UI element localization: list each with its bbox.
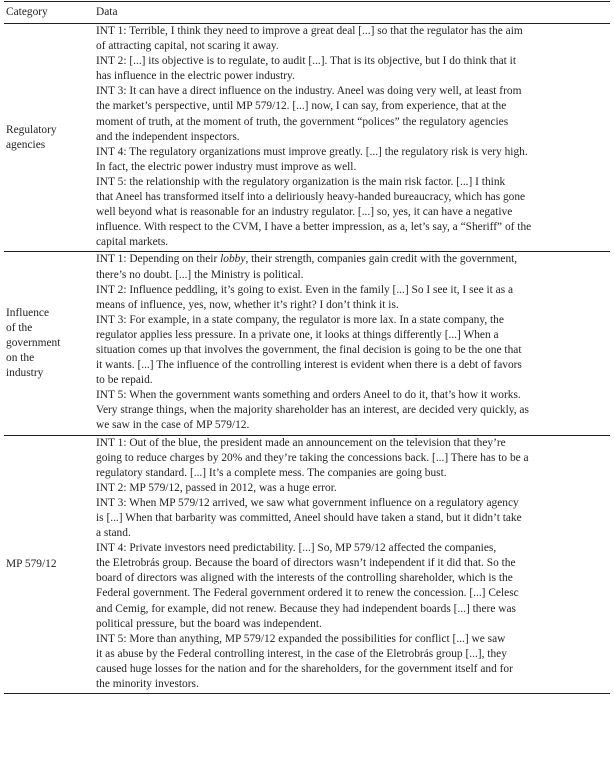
category-line: agencies bbox=[6, 138, 46, 151]
data-line: INT 4: Private investors need predictability. [...] So, MP 579/12 affected the companies, bbox=[96, 542, 497, 555]
data-line: we saw in the case of MP 579/12. bbox=[96, 419, 250, 432]
data-line: INT 5: When the government wants something and orders Aneel to do it, that’s how it works. bbox=[96, 389, 521, 402]
data-line: INT 3: When MP 579/12 arrived, we saw what government influence on a regulatory agency bbox=[96, 496, 519, 509]
data-line: and Cemig, for example, did not renew. Because they had independent boards [...] there was bbox=[96, 602, 516, 615]
table-header bbox=[4, 1, 610, 24]
table-row bbox=[4, 24, 610, 252]
data-line: there’s no doubt. [...] the Ministry is political. bbox=[96, 268, 304, 281]
data-line: INT 5: the relationship with the regulatory organization is the main risk factor. [...] I think bbox=[96, 175, 506, 188]
data-line: the Eletrobrás group. Because the board of directors wasn’t independent if it did that. So the bbox=[96, 557, 516, 570]
data-line: INT 3: For example, in a state company, the regulator is more lax. In a state company, the bbox=[96, 313, 504, 326]
data-line: political pressure, but the board was independent. bbox=[96, 617, 322, 630]
table-row bbox=[4, 252, 610, 435]
data-line: INT 2: MP 579/12, passed in 2012, was a huge error. bbox=[96, 481, 337, 494]
data-line: regulatory standard. [...] It’s a complete mess. The companies are going bust. bbox=[96, 466, 447, 479]
data-line: going to reduce charges by 20% and they’re taking the concessions back. [...] There has to be a bbox=[96, 451, 529, 464]
category-cell bbox=[4, 306, 94, 381]
data-line: to be repaid. bbox=[96, 374, 153, 387]
data-line: influence. With respect to the CVM, I have a better impression, as a, let’s say, a “Sheriff” of the bbox=[96, 221, 532, 234]
data-line: a stand. bbox=[96, 527, 131, 540]
data-line: situation comes up that involves the government, the final decision is going to be the one that bbox=[96, 343, 522, 356]
table-row bbox=[4, 436, 610, 695]
data-line: the minority investors. bbox=[96, 678, 199, 691]
data-line: INT 4: The regulatory organizations must improve greatly. [...] the regulatory risk is very high. bbox=[96, 145, 528, 158]
category-line: Regulatory bbox=[6, 123, 57, 136]
data-line: it wants. [...] The influence of the controlling interest is evident when there is a debt of favors bbox=[96, 359, 522, 372]
data-line: of attracting capital, not scaring it away. bbox=[96, 40, 279, 53]
data-line: INT 2: Influence peddling, it’s going to exist. Even in the family [...] So I see it, I see it as a bbox=[96, 283, 514, 296]
data-line: capital markets. bbox=[96, 236, 169, 249]
header-category: Category bbox=[6, 5, 48, 18]
data-line: is [...] When that barbarity was committed, Aneel should have taken a stand, but it didn’t take bbox=[96, 512, 522, 524]
data-line: means of influence, yes, now, whether it’s right? I don’t think it is. bbox=[96, 298, 399, 311]
data-cell bbox=[94, 252, 610, 434]
category-cell bbox=[4, 557, 94, 572]
data-line bbox=[96, 252, 610, 267]
data-line: that Aneel has transformed itself into a deliriously heavy-handed bureaucracy, which has gone bbox=[96, 191, 526, 204]
data-line: the market’s perspective, until MP 579/12. [...] now, I can say, from experience, that at the bbox=[96, 100, 507, 113]
category-line: industry bbox=[6, 367, 44, 380]
data-cell bbox=[94, 436, 610, 694]
data-line: and the independent inspectors. bbox=[96, 130, 240, 143]
category-cell bbox=[4, 123, 94, 153]
category-line: MP 579/12 bbox=[6, 557, 57, 570]
data-line: well beyond what is reasonable for an industry regulator. [...] so, yes, it can have a negative bbox=[96, 206, 513, 219]
data-line: INT 3: It can have a direct influence on the industry. Aneel was doing very well, at least from bbox=[96, 85, 522, 98]
category-line: government bbox=[6, 336, 61, 349]
data-line: has influence in the electric power industry. bbox=[96, 70, 295, 83]
data-line: INT 2: [...] its objective is to regulate, to audit [...]. That is its objective, but I do think that it bbox=[96, 55, 517, 68]
data-line: board of directors was aligned with the interests of the controlling shareholder, which is the bbox=[96, 572, 513, 585]
data-line: In fact, the electric power industry must improve as well. bbox=[96, 160, 357, 173]
category-line: of the bbox=[6, 321, 33, 334]
data-line: Federal government. The Federal government ordered it to renew the concession. [...] Celesc bbox=[96, 587, 519, 600]
data-line: caused huge losses for the nation and for the shareholders, for the government itself and for bbox=[96, 662, 513, 675]
data-line: moment of truth, at the moment of truth, the government “polices” the regulatory agencies bbox=[96, 115, 509, 128]
data-line: INT 1: Out of the blue, the president made an announcement on the television that they’re bbox=[96, 436, 506, 449]
category-line: on the bbox=[6, 352, 35, 365]
data-line-part: INT 1: Depending on their bbox=[96, 253, 221, 266]
data-line: Very strange things, when the majority shareholder has an interest, are decided very quickly, as bbox=[96, 404, 529, 417]
interview-table bbox=[4, 1, 610, 694]
data-line-emphasis: lobby bbox=[220, 253, 246, 266]
data-line: it as abuse by the Federal controlling interest, in the case of the Eletrobrás group [...], they bbox=[96, 647, 507, 660]
data-line: INT 1: Terrible, I think they need to improve a great deal [...] so that the regulator has the aim bbox=[96, 25, 523, 37]
data-line: INT 5: More than anything, MP 579/12 expanded the possibilities for conflict [...] we saw bbox=[96, 632, 506, 645]
category-line: Influence bbox=[6, 306, 50, 319]
header-data: Data bbox=[96, 5, 118, 18]
data-line: regulator applies less pressure. In a private one, it looks at things differently [...] When a bbox=[96, 328, 499, 341]
data-line-part: , their strength, companies gain credit with the government, bbox=[245, 253, 518, 266]
data-cell bbox=[94, 24, 610, 251]
